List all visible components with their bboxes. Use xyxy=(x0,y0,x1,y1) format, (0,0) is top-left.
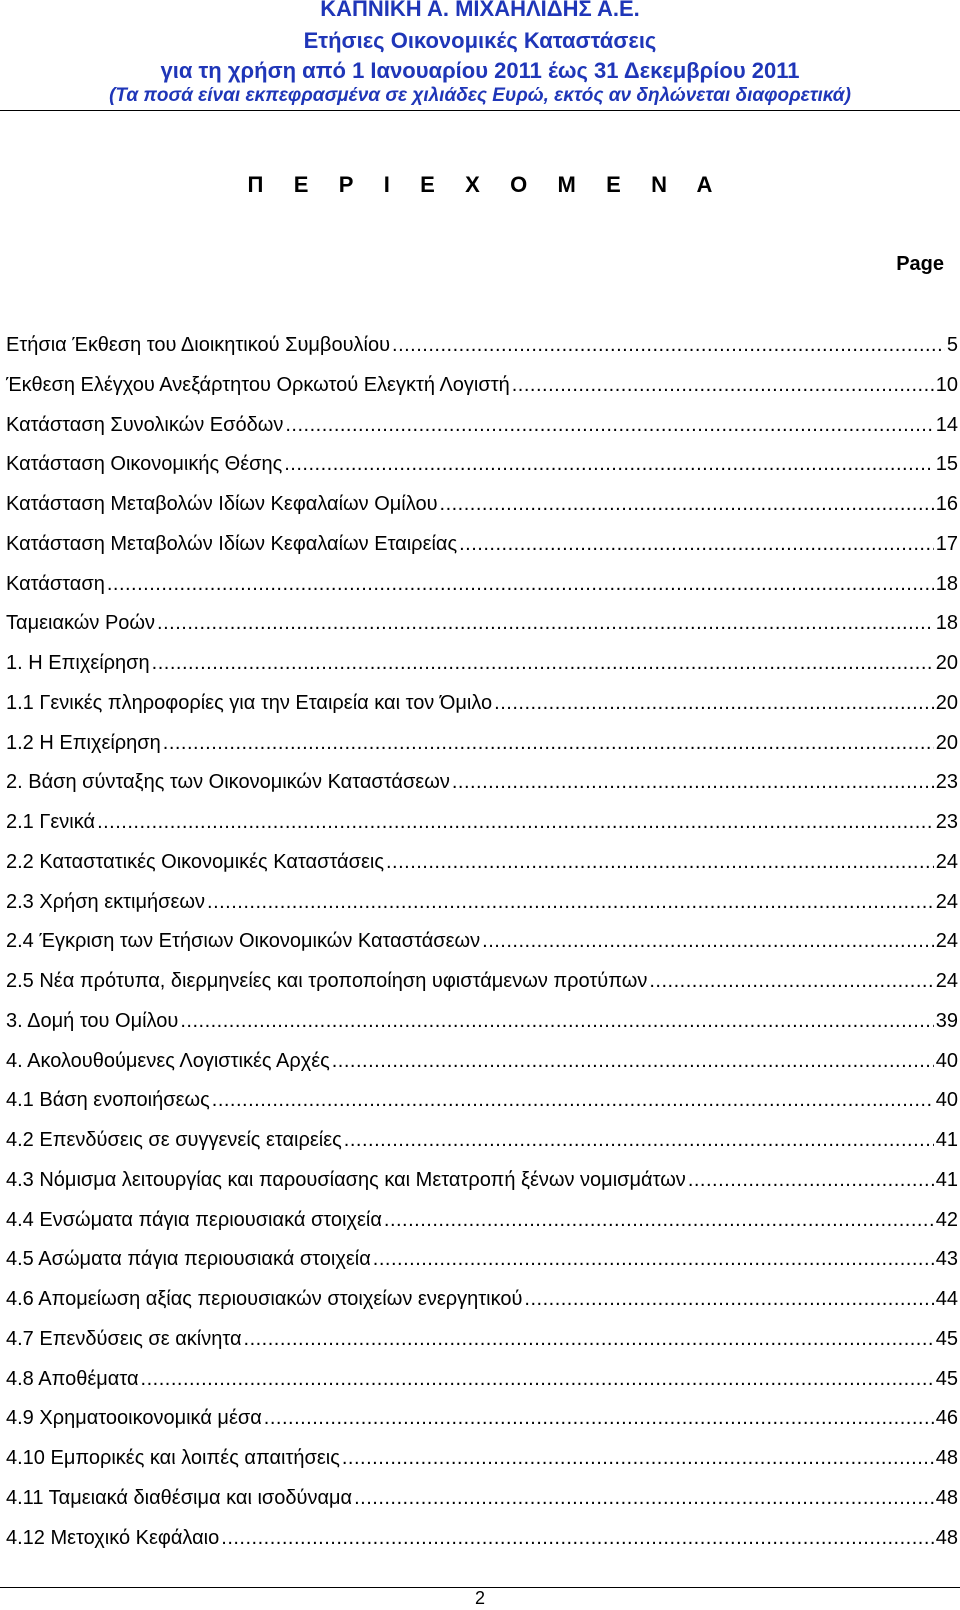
toc-entry-page: 24 xyxy=(935,970,958,992)
currency-note: (Τα ποσά είναι εκπεφρασμένα σε χιλιάδες Ευρώ, εκτός αν δηλώνεται διαφορετικά) xyxy=(109,85,851,106)
toc-entry[interactable] xyxy=(6,1287,958,1327)
toc-dot-leader xyxy=(392,333,945,357)
toc-entry-page: 23 xyxy=(935,771,958,794)
toc-entry-page: 41 xyxy=(935,1129,958,1151)
toc-entry-page: 20 xyxy=(935,691,958,714)
toc-entry-label: 4.8 Αποθέματα xyxy=(6,1367,139,1390)
toc-entry-label: Κατάσταση Μεταβολών Ιδίων Κεφαλαίων Εταιρείας xyxy=(6,532,458,555)
toc-entry-label: 2. Βάση σύνταξης των Οικονομικών Καταστάσεων xyxy=(6,771,450,794)
toc-dot-leader xyxy=(284,452,934,476)
toc-dot-leader xyxy=(354,1486,934,1510)
toc-dot-leader xyxy=(244,1327,934,1351)
toc-entry-label: 4.6 Απομείωση αξίας περιουσιακών στοιχείων ενεργητικού xyxy=(6,1288,523,1310)
toc-dot-leader xyxy=(157,611,934,635)
toc-entry-label: 4.9 Χρηματοοικονομικά μέσα xyxy=(6,1407,262,1430)
toc-dot-leader xyxy=(386,850,934,874)
toc-entry[interactable] xyxy=(6,373,958,413)
toc-entry[interactable] xyxy=(6,1486,958,1526)
toc-entry-page: 24 xyxy=(935,850,958,873)
toc-entry-label: 4.7 Επενδύσεις σε ακίνητα xyxy=(6,1327,242,1350)
toc-entry-label: 4.12 Μετοχικό Κεφάλαιο xyxy=(6,1526,220,1549)
toc-entry[interactable] xyxy=(6,850,958,890)
toc-entry[interactable] xyxy=(6,1526,958,1566)
toc-entry-page: 42 xyxy=(935,1208,958,1231)
toc-entry[interactable] xyxy=(6,929,958,969)
toc-entry[interactable] xyxy=(6,969,958,1009)
toc-entry-page: 40 xyxy=(935,1089,958,1112)
toc-dot-leader xyxy=(180,1009,933,1033)
toc-dot-leader xyxy=(207,890,934,914)
toc-entry[interactable] xyxy=(6,572,958,612)
toc-entry[interactable] xyxy=(6,890,958,930)
toc-dot-leader xyxy=(459,532,934,556)
toc-entry-label: 4.1 Βάση ενοποιήσεως xyxy=(6,1089,210,1112)
toc-entry-page: 41 xyxy=(935,1168,958,1191)
toc-entry-label: 2.3 Χρήση εκτιμήσεων xyxy=(6,890,206,913)
toc-entry-page: 16 xyxy=(935,493,958,515)
toc-entry-label: 3. Δομή του Ομίλου xyxy=(6,1009,179,1032)
toc-entry-page: 44 xyxy=(935,1288,958,1310)
toc-entry-label: 4.11 Ταμειακά διαθέσιμα και ισοδύναμα xyxy=(6,1486,353,1509)
toc-entry-label: 1. Η Επιχείρηση xyxy=(6,652,150,674)
toc-dot-leader xyxy=(152,651,934,675)
toc-entry[interactable] xyxy=(6,452,958,492)
toc-entry-page: 24 xyxy=(935,890,958,913)
toc-dot-leader xyxy=(212,1088,934,1112)
toc-entry-page: 14 xyxy=(935,413,958,436)
toc-entry-page: 43 xyxy=(935,1248,958,1271)
toc-entry-page: 10 xyxy=(935,373,958,396)
toc-dot-leader xyxy=(107,572,934,596)
toc-dot-leader xyxy=(494,691,934,715)
toc-entry-label: 4.10 Εμπορικές και λοιπές απαιτήσεις xyxy=(6,1447,340,1469)
toc-dot-leader xyxy=(221,1526,933,1550)
toc-entry-page: 20 xyxy=(935,652,958,674)
toc-dot-leader xyxy=(342,1446,934,1470)
toc-entry[interactable] xyxy=(6,731,958,771)
toc-entry-label: Κατάσταση xyxy=(6,572,105,595)
toc-entry-page: 15 xyxy=(935,453,958,476)
toc-entry[interactable] xyxy=(6,492,958,532)
toc-entry-page: 24 xyxy=(935,930,958,953)
toc-entry[interactable] xyxy=(6,611,958,651)
toc-entry[interactable] xyxy=(6,1049,958,1089)
toc-entry[interactable] xyxy=(6,1088,958,1128)
toc-entry-label: Έκθεση Ελέγχου Ανεξάρτητου Ορκωτού Ελεγκτή Λογιστή xyxy=(6,373,510,396)
toc-entry-page: 48 xyxy=(935,1486,958,1509)
toc-dot-leader xyxy=(452,770,934,794)
toc-entry-page: 23 xyxy=(935,811,958,833)
toc-dot-leader xyxy=(482,929,934,953)
toc-entry[interactable] xyxy=(6,1367,958,1407)
toc-entry[interactable] xyxy=(6,1247,958,1287)
toc-entry-label: Ετήσια Έκθεση του Διοικητικού Συμβουλίου xyxy=(6,334,391,356)
table-of-contents xyxy=(6,333,958,1565)
toc-dot-leader xyxy=(512,373,934,397)
toc-entry[interactable] xyxy=(6,1168,958,1208)
toc-dot-leader xyxy=(163,731,934,755)
toc-dot-leader xyxy=(688,1168,934,1192)
toc-entry[interactable] xyxy=(6,1128,958,1168)
toc-entry[interactable] xyxy=(6,532,958,572)
toc-entry-label: Κατάσταση Οικονομικής Θέσης xyxy=(6,453,283,476)
toc-dot-leader xyxy=(285,413,933,437)
toc-entry[interactable] xyxy=(6,1446,958,1486)
toc-entry-label: 2.4 Έγκριση των Ετήσιων Οικονομικών Καταστάσεων xyxy=(6,930,481,953)
toc-entry-page: 48 xyxy=(935,1447,958,1469)
reporting-period: για τη χρήση από 1 Ιανουαρίου 2011 έως 31 Δεκεμβρίου 2011 xyxy=(160,58,800,83)
toc-entry-page: 45 xyxy=(935,1327,958,1350)
toc-dot-leader xyxy=(384,1208,934,1232)
toc-entry[interactable] xyxy=(6,1327,958,1367)
toc-entry-page: 18 xyxy=(935,572,958,595)
toc-entry-label: Κατάσταση Συνολικών Εσόδων xyxy=(6,413,284,436)
toc-entry-page: 39 xyxy=(935,1009,958,1032)
toc-dot-leader xyxy=(141,1367,934,1391)
toc-entry-label: 4.4 Ενσώματα πάγια περιουσιακά στοιχεία xyxy=(6,1208,382,1231)
page-number: 2 xyxy=(474,1588,485,1608)
toc-dot-leader xyxy=(649,969,933,993)
toc-entry[interactable] xyxy=(6,413,958,453)
toc-dot-leader xyxy=(97,810,934,834)
toc-entry-label: 1.2 Η Επιχείρηση xyxy=(6,731,161,754)
toc-dot-leader xyxy=(332,1049,934,1073)
toc-entry[interactable] xyxy=(6,691,958,731)
toc-dot-leader xyxy=(264,1406,934,1430)
toc-dot-leader xyxy=(344,1128,934,1152)
toc-page-column-label: Page xyxy=(896,253,944,275)
toc-entry-label: Κατάσταση Μεταβολών Ιδίων Κεφαλαίων Ομίλου xyxy=(6,493,438,515)
toc-entry-page: 45 xyxy=(935,1367,958,1390)
toc-entry[interactable] xyxy=(6,1208,958,1248)
toc-entry[interactable] xyxy=(6,333,958,373)
toc-entry-label: 4.2 Επενδύσεις σε συγγενείς εταιρείες xyxy=(6,1129,342,1151)
toc-entry-label: 4.3 Νόμισμα λειτουργίας και παρουσίασης και Μετατροπή ξένων νομισμάτων xyxy=(6,1168,686,1191)
toc-entry-label: Ταμειακών Ροών xyxy=(6,612,156,635)
toc-entry[interactable] xyxy=(6,1406,958,1446)
toc-entry-page: 46 xyxy=(935,1407,958,1430)
toc-entry-label: 2.5 Νέα πρότυπα, διερμηνείες και τροποποίηση υφιστάμενων προτύπων xyxy=(6,970,648,992)
toc-entry-label: 4.5 Ασώματα πάγια περιουσιακά στοιχεία xyxy=(6,1248,371,1271)
toc-entry-page: 20 xyxy=(935,731,958,754)
toc-entry-label: 4. Ακολουθούμενες Λογιστικές Αρχές xyxy=(6,1049,330,1072)
toc-dot-leader xyxy=(524,1287,933,1311)
toc-title: Π Ε Ρ Ι Ε Χ Ο Μ Ε Ν Α xyxy=(247,172,725,197)
document-title: Ετήσιες Οικονομικές Καταστάσεις xyxy=(303,28,657,53)
toc-entry-label: 1.1 Γενικές πληροφορίες για την Εταιρεία και τον Όμιλο xyxy=(6,691,493,714)
toc-dot-leader xyxy=(373,1247,934,1271)
toc-entry-page: 17 xyxy=(935,532,958,555)
toc-entry-page: 5 xyxy=(946,334,958,356)
toc-entry[interactable] xyxy=(6,651,958,691)
toc-entry-label: 2.2 Καταστατικές Οικονομικές Καταστάσεις xyxy=(6,850,384,873)
toc-entry-label: 2.1 Γενικά xyxy=(6,811,96,833)
header-divider xyxy=(0,110,960,111)
toc-entry-page: 48 xyxy=(935,1526,958,1549)
toc-entry-page: 18 xyxy=(935,612,958,635)
toc-dot-leader xyxy=(440,492,934,516)
toc-entry[interactable] xyxy=(6,1009,958,1049)
company-name: ΚΑΠΝΙΚΗ Α. ΜΙΧΑΗΛΙΔΗΣ Α.Ε. xyxy=(320,0,640,21)
toc-entry[interactable] xyxy=(6,810,958,850)
toc-entry-page: 40 xyxy=(935,1049,958,1072)
toc-entry[interactable] xyxy=(6,770,958,810)
